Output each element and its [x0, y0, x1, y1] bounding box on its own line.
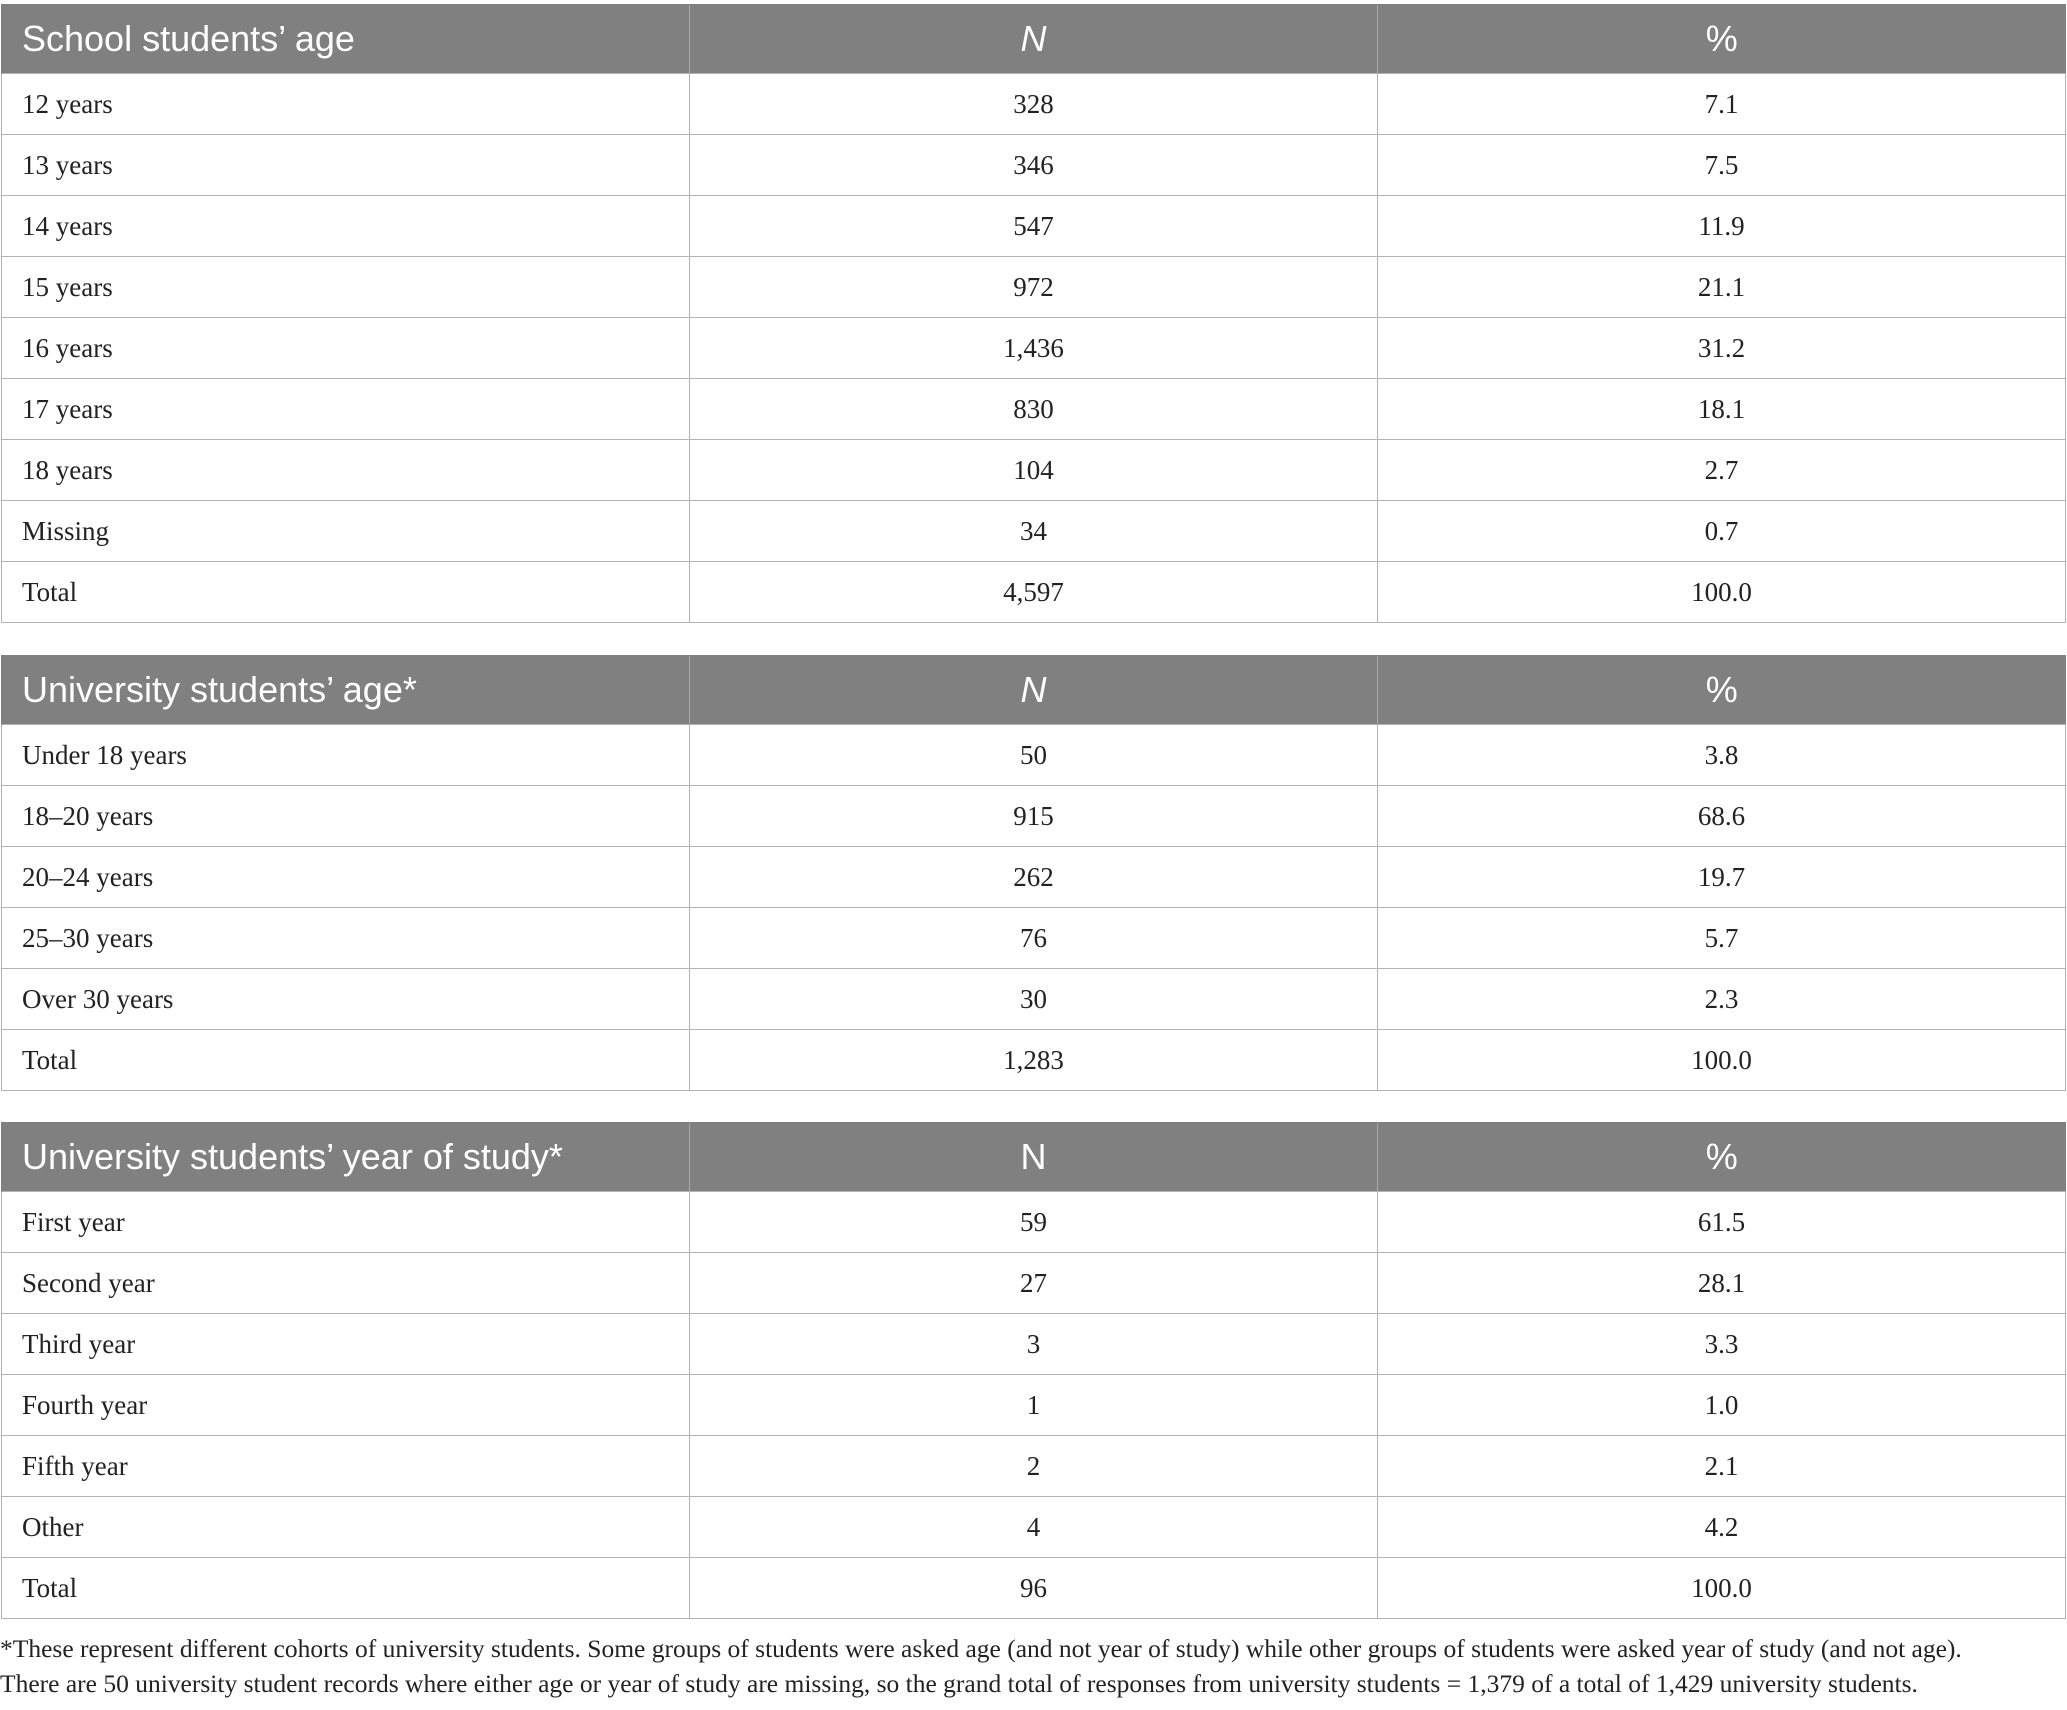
row-n: 915 — [690, 786, 1378, 847]
row-label: 13 years — [2, 135, 690, 196]
row-percent: 2.7 — [1378, 440, 2066, 501]
row-n: 34 — [690, 501, 1378, 562]
school-age-table — [1, 4, 2066, 623]
university-year-table — [1, 1122, 2066, 1619]
row-n: 30 — [690, 969, 1378, 1030]
row-label: 16 years — [2, 318, 690, 379]
row-n: 1,283 — [690, 1030, 1378, 1091]
row-label: Over 30 years — [2, 969, 690, 1030]
column-header-category: University students’ year of study* — [2, 1123, 690, 1192]
table-row — [2, 969, 2066, 1030]
row-label: Total — [2, 562, 690, 623]
row-n: 346 — [690, 135, 1378, 196]
row-label: 14 years — [2, 196, 690, 257]
row-n: 3 — [690, 1314, 1378, 1375]
table-row — [2, 847, 2066, 908]
row-n: 104 — [690, 440, 1378, 501]
row-percent: 2.1 — [1378, 1436, 2066, 1497]
column-header-category: University students’ age* — [2, 656, 690, 725]
row-percent: 4.2 — [1378, 1497, 2066, 1558]
row-percent: 31.2 — [1378, 318, 2066, 379]
table-row-total — [2, 562, 2066, 623]
table-row — [2, 1375, 2066, 1436]
column-header-n: N — [690, 5, 1378, 74]
footnote-line-1: *These represent different cohorts of university students. Some groups of students were asked age (and not year of study) while other groups of students were asked year of study (and not age). — [0, 1634, 1962, 1663]
table-header-row — [2, 5, 2066, 74]
table-row — [2, 786, 2066, 847]
table-row-total — [2, 1558, 2066, 1619]
row-n: 972 — [690, 257, 1378, 318]
table-row — [2, 257, 2066, 318]
row-percent: 3.3 — [1378, 1314, 2066, 1375]
row-percent: 18.1 — [1378, 379, 2066, 440]
row-percent: 2.3 — [1378, 969, 2066, 1030]
table-row — [2, 379, 2066, 440]
table-row — [2, 1192, 2066, 1253]
row-percent: 100.0 — [1378, 562, 2066, 623]
row-n: 1 — [690, 1375, 1378, 1436]
row-label: 18–20 years — [2, 786, 690, 847]
column-header-percent: % — [1378, 1123, 2066, 1192]
row-n: 50 — [690, 725, 1378, 786]
row-percent: 61.5 — [1378, 1192, 2066, 1253]
row-n: 830 — [690, 379, 1378, 440]
row-label: 15 years — [2, 257, 690, 318]
table-row — [2, 440, 2066, 501]
row-percent: 7.5 — [1378, 135, 2066, 196]
row-n: 59 — [690, 1192, 1378, 1253]
row-percent: 5.7 — [1378, 908, 2066, 969]
row-percent: 21.1 — [1378, 257, 2066, 318]
table-row — [2, 725, 2066, 786]
row-percent: 0.7 — [1378, 501, 2066, 562]
row-n: 547 — [690, 196, 1378, 257]
table-footnote — [0, 1631, 2067, 1701]
row-label: 17 years — [2, 379, 690, 440]
table-header-row — [2, 1123, 2066, 1192]
table-row — [2, 1436, 2066, 1497]
table-row — [2, 501, 2066, 562]
row-n: 4 — [690, 1497, 1378, 1558]
row-label: Second year — [2, 1253, 690, 1314]
row-label: 18 years — [2, 440, 690, 501]
row-n: 328 — [690, 74, 1378, 135]
table-row — [2, 196, 2066, 257]
column-header-n: N — [690, 656, 1378, 725]
row-n: 96 — [690, 1558, 1378, 1619]
university-age-table — [1, 655, 2066, 1091]
row-percent: 1.0 — [1378, 1375, 2066, 1436]
row-label: Other — [2, 1497, 690, 1558]
row-percent: 19.7 — [1378, 847, 2066, 908]
row-n: 4,597 — [690, 562, 1378, 623]
row-label: Total — [2, 1030, 690, 1091]
row-n: 1,436 — [690, 318, 1378, 379]
row-n: 2 — [690, 1436, 1378, 1497]
row-percent: 28.1 — [1378, 1253, 2066, 1314]
row-label: 12 years — [2, 74, 690, 135]
column-header-percent: % — [1378, 656, 2066, 725]
row-label: First year — [2, 1192, 690, 1253]
row-label: Under 18 years — [2, 725, 690, 786]
row-label: Fifth year — [2, 1436, 690, 1497]
row-percent: 3.8 — [1378, 725, 2066, 786]
column-header-n: N — [690, 1123, 1378, 1192]
row-n: 76 — [690, 908, 1378, 969]
table-header-row — [2, 656, 2066, 725]
footnote-line-2: There are 50 university student records where either age or year of study are missing, so the grand total of responses from university students = 1,379 of a total of 1,429 university students. — [0, 1669, 1918, 1698]
row-label: 25–30 years — [2, 908, 690, 969]
row-percent: 68.6 — [1378, 786, 2066, 847]
row-label: Fourth year — [2, 1375, 690, 1436]
column-header-category: School students’ age — [2, 5, 690, 74]
row-label: Missing — [2, 501, 690, 562]
table-row — [2, 1253, 2066, 1314]
table-row-total — [2, 1030, 2066, 1091]
row-percent: 100.0 — [1378, 1558, 2066, 1619]
row-label: 20–24 years — [2, 847, 690, 908]
row-percent: 7.1 — [1378, 74, 2066, 135]
table-row — [2, 135, 2066, 196]
table-row — [2, 908, 2066, 969]
table-row — [2, 74, 2066, 135]
row-label: Third year — [2, 1314, 690, 1375]
row-percent: 100.0 — [1378, 1030, 2066, 1091]
table-row — [2, 1314, 2066, 1375]
row-n: 27 — [690, 1253, 1378, 1314]
column-header-percent: % — [1378, 5, 2066, 74]
row-label: Total — [2, 1558, 690, 1619]
table-row — [2, 1497, 2066, 1558]
table-row — [2, 318, 2066, 379]
row-percent: 11.9 — [1378, 196, 2066, 257]
row-n: 262 — [690, 847, 1378, 908]
